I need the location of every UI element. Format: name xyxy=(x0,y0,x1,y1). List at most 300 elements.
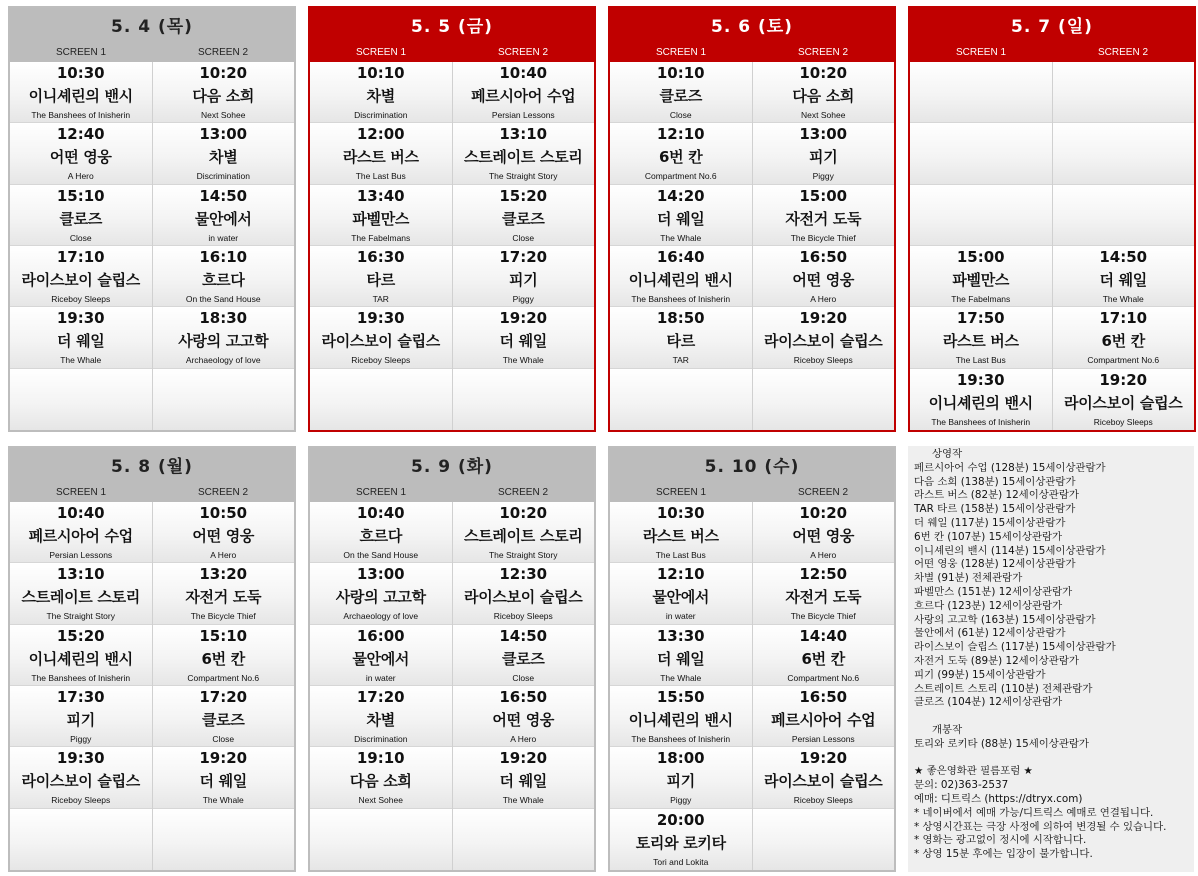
schedule-grid xyxy=(310,62,594,430)
movie-title-english xyxy=(10,856,152,868)
showtime-slot xyxy=(753,246,895,307)
movie-title-english: Close xyxy=(512,672,535,683)
movie-title-english: The Whale xyxy=(60,355,102,366)
movie-title-english xyxy=(310,856,452,868)
movie-title-korean: 페르시아어 수업 xyxy=(28,527,133,545)
showtime-slot xyxy=(310,502,452,563)
showtime-slot xyxy=(153,502,295,563)
showtime-slot xyxy=(10,62,152,123)
movie-title-english: Archaeology of love xyxy=(185,355,261,366)
showtime: 10:40 xyxy=(356,504,405,522)
movie-title-english: Persian Lessons xyxy=(49,550,113,560)
now-showing-item: 클로즈 (104분) 12세이상관람가 xyxy=(914,696,1063,709)
showtime: 16:50 xyxy=(799,247,848,266)
screen-1-column xyxy=(610,502,752,870)
showtime: 19:30 xyxy=(356,309,405,328)
showtime xyxy=(10,809,152,830)
movie-title-english: A Hero xyxy=(510,733,537,744)
movie-title-english: The Straight Story xyxy=(488,171,558,182)
showtime-slot xyxy=(1053,246,1195,307)
showtime-slot xyxy=(753,563,895,624)
now-showing-item: 스트레이트 스토리 (110분) 전체관람가 xyxy=(914,682,1093,695)
opening-item: 토리와 로키타 (88분) 15세이상관람가 xyxy=(914,737,1089,750)
movie-title-korean: 피기 xyxy=(666,772,695,791)
movie-title-korean: 자전거 도둑 xyxy=(185,588,262,607)
movie-title-korean xyxy=(910,83,1052,109)
now-showing-item: 라스트 버스 (82분) 12세이상관람가 xyxy=(914,489,1079,502)
movie-title-english xyxy=(453,856,595,868)
day-panel xyxy=(608,6,896,432)
showtime-slot xyxy=(1053,369,1195,430)
showtime: 17:50 xyxy=(956,309,1005,328)
day-date-header: 5. 8 (월) xyxy=(10,448,294,484)
movie-title-english: The Whale xyxy=(502,355,544,366)
movie-title-english: The Banshees of Inisherin xyxy=(631,293,731,304)
now-showing-item: 더 웨일 (117분) 15세이상관람가 xyxy=(914,516,1066,529)
movie-title-english: The Banshees of Inisherin xyxy=(631,733,731,744)
showtime-slot xyxy=(10,747,152,808)
note-line: * 영화는 광고없이 정시에 시작합니다. xyxy=(914,834,1087,847)
showtime: 19:20 xyxy=(199,749,248,768)
showtime-slot xyxy=(153,307,295,368)
showtime: 12:10 xyxy=(656,565,705,584)
showtime: 12:10 xyxy=(656,125,705,144)
screen-labels xyxy=(610,484,894,502)
movie-title-english: Piggy xyxy=(812,171,834,182)
screen-2-column xyxy=(452,502,595,870)
now-showing-item: 다음 소희 (138분) 15세이상관람가 xyxy=(914,475,1076,488)
showtime: 19:20 xyxy=(499,309,548,328)
schedule-grid xyxy=(10,62,294,430)
showtime: 16:30 xyxy=(356,247,405,266)
movie-title-english: The Whale xyxy=(502,795,544,806)
note-line: ★ 좋은영화관 필름포럼 ★ xyxy=(914,765,1033,778)
movie-title-korean: 어떤 영웅 xyxy=(49,148,112,167)
movie-title-english xyxy=(910,109,1052,121)
movie-title-korean: 이니셰린의 밴시 xyxy=(28,87,133,105)
showtime-slot xyxy=(610,369,752,430)
movie-title-english: Discrimination xyxy=(196,171,250,182)
showtime-slot xyxy=(453,123,595,184)
movie-title-korean xyxy=(10,830,152,856)
showtime-slot xyxy=(910,246,1052,307)
showtime-slot xyxy=(753,62,895,123)
showtime-slot xyxy=(310,369,452,430)
showtime: 17:30 xyxy=(56,687,105,706)
screen-2-label: SCREEN 2 xyxy=(797,47,848,58)
movie-title-korean: 라이스보이 슬립스 xyxy=(1064,393,1183,412)
movie-title-english: Compartment No.6 xyxy=(644,171,717,182)
screen-2-label: SCREEN 2 xyxy=(497,487,548,498)
day-date-header: 5. 4 (목) xyxy=(10,8,294,44)
movie-title-english: The Whale xyxy=(660,232,702,243)
movie-title-korean: 라이스보이 슬립스 xyxy=(21,270,140,289)
screen-2-column xyxy=(152,62,295,430)
showtime: 19:30 xyxy=(56,309,105,328)
showtime-slot xyxy=(153,809,295,870)
movie-title-korean: 타르 xyxy=(666,332,695,351)
showtime xyxy=(910,62,1052,83)
movie-title-korean: 라스트 버스 xyxy=(642,527,719,545)
now-showing-item: 흐르다 (123분) 12세이상관람가 xyxy=(914,599,1063,612)
movie-title-english xyxy=(910,232,1052,244)
movie-title-english: Riceboy Sleeps xyxy=(1093,416,1153,427)
movie-title-korean xyxy=(910,144,1052,170)
movie-title-english xyxy=(1053,232,1195,244)
movie-title-english xyxy=(910,170,1052,182)
notes-list xyxy=(914,765,1188,862)
showtime: 18:00 xyxy=(656,749,705,768)
showtime: 13:00 xyxy=(799,125,848,144)
showtime-slot xyxy=(10,246,152,307)
movie-title-english xyxy=(153,416,295,428)
showtime xyxy=(1053,123,1195,144)
showtime: 16:40 xyxy=(656,247,705,266)
movie-title-english: Riceboy Sleeps xyxy=(793,795,853,806)
movie-title-english: The Last Bus xyxy=(355,171,406,182)
movie-title-english xyxy=(153,856,295,868)
movie-title-korean: 다음 소희 xyxy=(349,772,412,791)
movie-title-english: The Last Bus xyxy=(655,550,706,560)
movie-title-korean: 클로즈 xyxy=(201,710,245,729)
showtime-slot xyxy=(10,502,152,563)
movie-title-korean: 이니셰린의 밴시 xyxy=(628,270,733,289)
movie-title-english: Riceboy Sleeps xyxy=(351,355,411,366)
showtime-slot xyxy=(310,123,452,184)
showtime: 13:00 xyxy=(356,565,405,584)
movie-title-korean: 클로즈 xyxy=(659,87,703,105)
movie-title-english xyxy=(10,416,152,428)
showtime xyxy=(753,809,895,830)
showtime: 14:50 xyxy=(1099,247,1148,266)
movie-title-korean: 어떤 영웅 xyxy=(492,710,555,729)
movie-title-english: Next Sohee xyxy=(201,110,246,120)
showtime-slot xyxy=(753,502,895,563)
movie-title-korean: 어떤 영웅 xyxy=(192,527,255,545)
showtime xyxy=(910,123,1052,144)
showtime-slot xyxy=(910,62,1052,123)
movie-title-english: Compartment No.6 xyxy=(187,672,260,683)
now-showing-item: 6번 칸 (107분) 15세이상관람가 xyxy=(914,530,1063,543)
note-line: * 상영시간표는 극장 사정에 의하여 변경될 수 있습니다. xyxy=(914,820,1167,833)
screen-1-label: SCREEN 1 xyxy=(655,487,706,498)
showtime-slot xyxy=(453,625,595,686)
showtime xyxy=(753,369,895,390)
movie-title-english xyxy=(310,416,452,428)
showtime: 19:10 xyxy=(356,749,405,768)
showtime-slot xyxy=(453,502,595,563)
movie-title-korean: 6번 칸 xyxy=(801,649,845,668)
movie-title-korean: 사랑의 고고학 xyxy=(335,588,426,607)
schedule-grid xyxy=(910,62,1194,430)
movie-title-english: The Bicycle Thief xyxy=(790,611,856,622)
showtime: 10:20 xyxy=(799,504,848,522)
showtime: 10:30 xyxy=(56,64,105,82)
showtime-slot xyxy=(1053,307,1195,368)
opening-heading: 개봉작 xyxy=(932,723,963,736)
now-showing-item: 물안에서 (61분) 12세이상관람가 xyxy=(914,627,1066,640)
movie-title-korean xyxy=(1053,83,1195,109)
day-panel xyxy=(908,6,1196,432)
now-showing-item: 사랑의 고고학 (163분) 15세이상관람가 xyxy=(914,613,1096,626)
showtime-slot xyxy=(153,246,295,307)
movie-title-korean: 클로즈 xyxy=(501,649,545,668)
movie-title-korean: 어떤 영웅 xyxy=(792,270,855,289)
showtime: 18:30 xyxy=(199,309,248,328)
info-panel xyxy=(908,446,1194,872)
movie-title-korean: 차별 xyxy=(366,710,395,729)
day-date-header: 5. 10 (수) xyxy=(610,448,894,484)
day-panel xyxy=(8,446,296,872)
note-line: 문의: 02)363-2537 xyxy=(914,779,1009,792)
showtime: 16:00 xyxy=(356,626,405,645)
screen-2-column xyxy=(152,502,295,870)
showtime-slot xyxy=(910,307,1052,368)
movie-title-english: Tori and Lokita xyxy=(653,856,709,867)
showtime-slot xyxy=(753,307,895,368)
showtime xyxy=(310,369,452,390)
day-panel xyxy=(8,6,296,432)
showtime: 14:50 xyxy=(499,626,548,645)
movie-title-korean: 파벨만스 xyxy=(352,209,410,228)
movie-title-korean: 라스트 버스 xyxy=(342,148,419,167)
movie-title-korean: 토리와 로키타 xyxy=(635,833,726,852)
movie-title-korean: 더 웨일 xyxy=(199,772,247,791)
showtime-slot xyxy=(610,502,752,563)
showtime-slot xyxy=(153,369,295,430)
screen-1-column xyxy=(310,502,452,870)
movie-title-korean xyxy=(753,830,895,856)
showtime-slot xyxy=(310,747,452,808)
movie-title-korean: 차별 xyxy=(366,87,395,105)
showtime: 16:50 xyxy=(799,687,848,706)
note-line: * 네이버에서 예매 가능/디트릭스 예매로 연결됩니다. xyxy=(914,806,1154,819)
showtime-slot xyxy=(153,185,295,246)
showtime: 17:20 xyxy=(356,687,405,706)
movie-title-english: The Straight Story xyxy=(488,550,558,560)
movie-title-korean xyxy=(153,390,295,416)
showtime-slot xyxy=(753,625,895,686)
showtime: 16:50 xyxy=(499,687,548,706)
showtime-slot xyxy=(610,625,752,686)
showtime-slot xyxy=(453,307,595,368)
showtime-slot xyxy=(10,185,152,246)
showtime-slot xyxy=(453,369,595,430)
screen-1-label: SCREEN 1 xyxy=(55,47,106,58)
screen-labels xyxy=(310,484,594,502)
showtime-slot xyxy=(1053,123,1195,184)
showtime-slot xyxy=(310,62,452,123)
showtime: 10:10 xyxy=(356,64,405,82)
now-showing-item: 페르시아어 수업 (128분) 15세이상관람가 xyxy=(914,461,1106,474)
showtime: 19:20 xyxy=(1099,370,1148,389)
movie-title-korean: 라스트 버스 xyxy=(942,332,1019,351)
movie-title-english: A Hero xyxy=(810,293,837,304)
movie-title-korean xyxy=(453,390,595,416)
showtime-slot xyxy=(610,307,752,368)
showtime-slot xyxy=(610,123,752,184)
movie-title-english: The Fabelmans xyxy=(351,232,411,243)
movie-title-korean: 차별 xyxy=(209,148,238,167)
showtime: 12:00 xyxy=(356,125,405,144)
showtime: 13:00 xyxy=(199,125,248,144)
movie-title-korean xyxy=(610,390,752,416)
screen-2-label: SCREEN 2 xyxy=(1097,47,1148,58)
showtime: 10:30 xyxy=(656,504,705,522)
movie-title-english: Archaeology of love xyxy=(343,611,419,622)
movie-title-korean: 라이스보이 슬립스 xyxy=(764,772,883,791)
movie-title-english: The Banshees of Inisherin xyxy=(31,110,131,120)
showtime-slot xyxy=(910,123,1052,184)
movie-title-korean: 흐르다 xyxy=(201,270,245,289)
movie-title-english: TAR xyxy=(372,293,389,304)
showtime-slot xyxy=(910,185,1052,246)
movie-title-english: The Whale xyxy=(660,672,702,683)
movie-title-english: Close xyxy=(212,733,235,744)
movie-title-english: TAR xyxy=(672,355,689,366)
screen-labels xyxy=(10,44,294,62)
movie-title-korean: 이니셰린의 밴시 xyxy=(28,649,133,668)
showtime-slot xyxy=(610,747,752,808)
movie-title-korean: 클로즈 xyxy=(501,209,545,228)
movie-title-korean: 피기 xyxy=(509,270,538,289)
showtime-slot xyxy=(753,185,895,246)
movie-title-korean: 다음 소희 xyxy=(192,87,255,105)
schedule-grid xyxy=(610,62,894,430)
showtime: 17:10 xyxy=(56,247,105,266)
movie-title-english: Piggy xyxy=(670,795,692,806)
showtime: 19:30 xyxy=(956,370,1005,389)
showtime: 13:10 xyxy=(499,125,548,144)
movie-title-korean: 어떤 영웅 xyxy=(792,527,855,545)
movie-title-english: Persian Lessons xyxy=(791,733,855,744)
movie-title-korean: 물안에서 xyxy=(194,209,252,228)
movie-title-english: Discrimination xyxy=(354,733,408,744)
showtime xyxy=(453,809,595,830)
showtime xyxy=(910,185,1052,206)
movie-title-english: Riceboy Sleeps xyxy=(493,611,553,622)
showtime: 15:00 xyxy=(799,186,848,205)
movie-title-korean: 페르시아어 수업 xyxy=(471,87,576,105)
movie-title-english: Piggy xyxy=(70,733,92,744)
showtime-slot xyxy=(610,246,752,307)
movie-title-korean xyxy=(153,830,295,856)
showtime: 10:40 xyxy=(56,504,105,522)
showtime: 19:20 xyxy=(799,309,848,328)
movie-title-korean xyxy=(453,830,595,856)
screen-1-column xyxy=(910,62,1052,430)
note-line: 예매: 디트릭스 (https://dtryx.com) xyxy=(914,792,1083,805)
showtime-slot xyxy=(153,747,295,808)
movie-title-korean: 피기 xyxy=(809,148,838,167)
movie-title-english: A Hero xyxy=(67,171,94,182)
day-date-header: 5. 9 (화) xyxy=(310,448,594,484)
showtime-slot xyxy=(453,686,595,747)
showtime: 13:20 xyxy=(199,565,248,584)
screen-2-label: SCREEN 2 xyxy=(797,487,848,498)
showtime: 15:00 xyxy=(956,247,1005,266)
movie-title-korean xyxy=(910,206,1052,232)
showtime-slot xyxy=(10,625,152,686)
showtime: 13:10 xyxy=(56,565,105,584)
movie-title-korean: 스트레이트 스토리 xyxy=(21,588,140,607)
schedule-grid xyxy=(610,502,894,870)
showtime-slot xyxy=(10,809,152,870)
movie-title-korean: 스트레이트 스토리 xyxy=(464,527,583,545)
showtime: 10:50 xyxy=(199,504,248,522)
movie-title-korean: 파벨만스 xyxy=(952,270,1010,289)
movie-title-english: in water xyxy=(208,232,239,243)
showtime: 15:10 xyxy=(199,626,248,645)
showtime-slot xyxy=(610,686,752,747)
day-panel xyxy=(308,446,596,872)
showtime-slot xyxy=(610,185,752,246)
showtime: 14:50 xyxy=(199,186,248,205)
movie-title-korean: 사랑의 고고학 xyxy=(178,332,269,351)
showtime-slot xyxy=(1053,185,1195,246)
now-showing-heading: 상영작 xyxy=(932,448,963,460)
movie-title-korean: 6번 칸 xyxy=(659,148,703,167)
showtime-slot xyxy=(153,563,295,624)
showtime-slot xyxy=(310,185,452,246)
movie-title-english xyxy=(1053,170,1195,182)
movie-title-english xyxy=(453,416,595,428)
note-line: * 상영 15분 후에는 입장이 불가합니다. xyxy=(914,848,1093,861)
screen-1-label: SCREEN 1 xyxy=(55,487,106,498)
screen-2-column xyxy=(452,62,595,430)
showtime-slot xyxy=(153,62,295,123)
now-showing-item: 어떤 영웅 (128분) 12세이상관람가 xyxy=(914,558,1076,571)
screen-labels xyxy=(610,44,894,62)
showtime-slot xyxy=(453,809,595,870)
movie-title-korean: 더 웨일 xyxy=(1099,270,1147,289)
screen-2-label: SCREEN 2 xyxy=(197,487,248,498)
movie-title-korean: 이니셰린의 밴시 xyxy=(628,710,733,729)
showtime: 17:20 xyxy=(499,247,548,266)
movie-title-korean: 더 웨일 xyxy=(499,772,547,791)
screen-2-label: SCREEN 2 xyxy=(197,47,248,58)
day-date-header: 5. 7 (일) xyxy=(910,8,1194,44)
movie-title-english: in water xyxy=(665,611,696,622)
movie-title-english: The Bicycle Thief xyxy=(790,232,856,243)
showtime-slot xyxy=(310,809,452,870)
movie-title-english: Next Sohee xyxy=(358,795,403,806)
movie-title-english: The Straight Story xyxy=(46,611,115,622)
now-showing-item: 이니셰린의 밴시 (114분) 15세이상관람가 xyxy=(914,544,1106,557)
showtime-slot xyxy=(10,369,152,430)
now-showing-item: 파벨만스 (151분) 12세이상관람가 xyxy=(914,585,1073,598)
movie-title-english: Compartment No.6 xyxy=(1087,355,1160,366)
showtime-slot xyxy=(310,686,452,747)
movie-title-korean xyxy=(1053,206,1195,232)
movie-title-english: Close xyxy=(69,232,92,243)
movie-title-english: A Hero xyxy=(810,550,837,560)
showtime: 19:20 xyxy=(499,749,548,768)
showtime-slot xyxy=(10,123,152,184)
movie-title-korean: 스트레이트 스토리 xyxy=(464,148,583,167)
screen-2-label: SCREEN 2 xyxy=(497,47,548,58)
movie-title-korean: 흐르다 xyxy=(359,527,403,545)
screen-1-column xyxy=(310,62,452,430)
showtime-slot xyxy=(453,62,595,123)
showtime-slot xyxy=(453,563,595,624)
screen-1-label: SCREEN 1 xyxy=(355,487,406,498)
movie-title-english: The Last Bus xyxy=(955,355,1006,366)
movie-title-korean xyxy=(10,390,152,416)
movie-title-korean: 물안에서 xyxy=(352,649,410,668)
movie-title-korean: 더 웨일 xyxy=(657,649,705,668)
movie-title-korean: 라이스보이 슬립스 xyxy=(321,332,440,351)
